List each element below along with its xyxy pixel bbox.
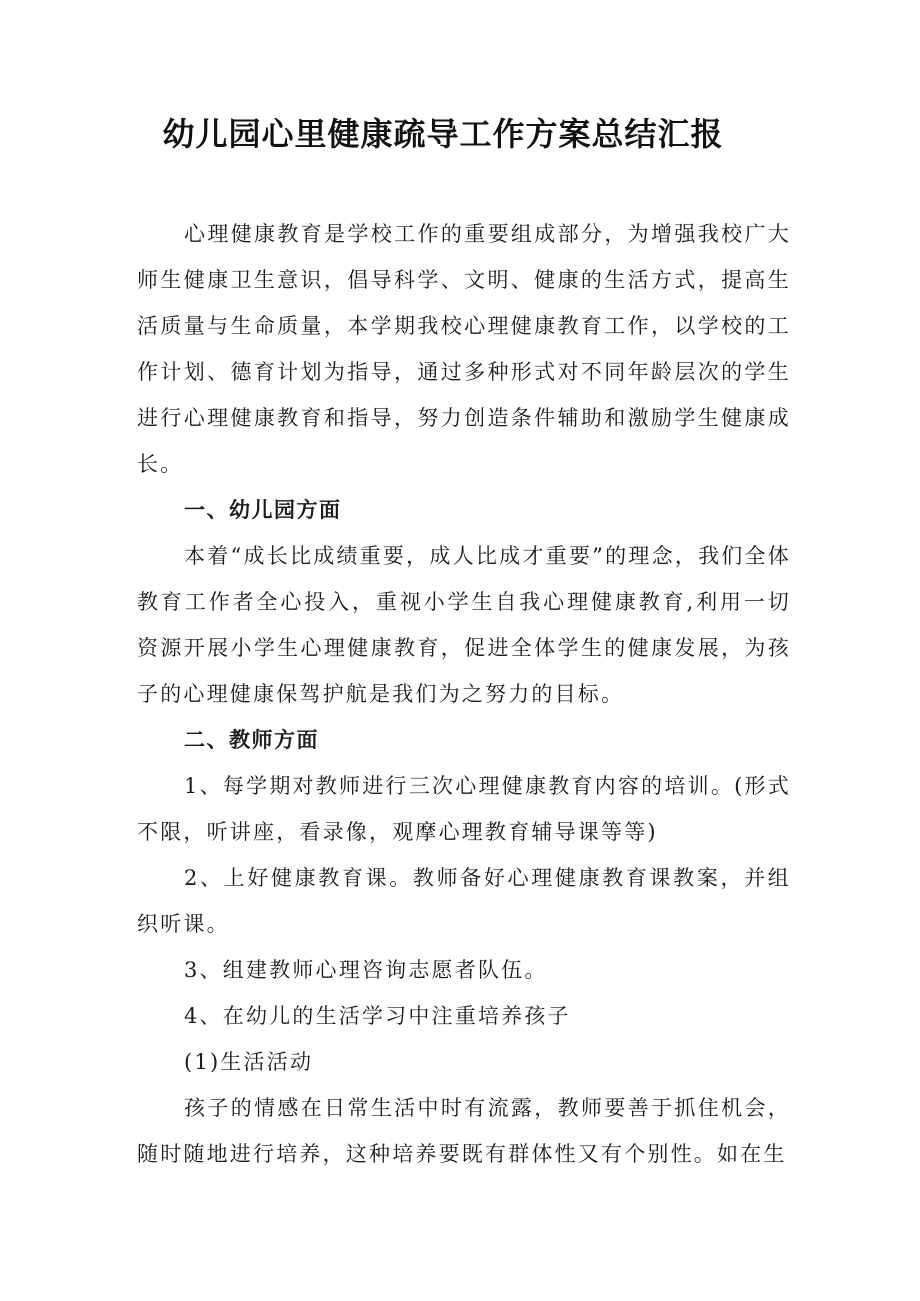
section-heading-kindergarten: 一、幼儿园方面: [184, 498, 342, 522]
teacher-item-4: 4、在幼儿的生活学习中注重培养孩子: [184, 1004, 571, 1028]
teacher-item-2: 2、上好健康教育课。教师备好心理健康教育课教案，并组织听课。: [137, 866, 791, 936]
section-heading-teachers: 二、教师方面: [184, 728, 319, 752]
kindergarten-paragraph: 本着“成长比成绩重要，成人比成才重要”的理念，我们全体教育工作者全心投入，重视小学生自我心理健康教育,利用一切资源开展小学生心理健康教育，促进全体学生的健康发展，为孩子的心理健康保驾护航是我们为之努力的目标。: [137, 544, 791, 706]
intro-paragraph: 心理健康教育是学校工作的重要组成部分，为增强我校广大师生健康卫生意识，倡导科学、文明、健康的生活方式，提高生活质量与生命质量，本学期我校心理健康教育工作，以学校的工作计划、德育计划为指导，通过多种形式对不同年龄层次的学生进行心理健康教育和指导，努力创造条件辅助和激励学生健康成长。: [137, 222, 791, 476]
sub-item-life-activity: (1)生活活动: [184, 1050, 314, 1074]
teacher-item-1: 1、每学期对教师进行三次心理健康教育内容的培训。(形式不限，听讲座，看录像，观摩心理教育辅导课等等): [137, 774, 791, 844]
document-title: 幼儿园心里健康疏导工作方案总结汇报: [162, 115, 724, 153]
document-body: [137, 211, 791, 1177]
life-activity-paragraph: 孩子的情感在日常生活中时有流露，教师要善于抓住机会，随时随地进行培养，这种培养要既有群体性又有个别性。如在生: [137, 1096, 791, 1166]
teacher-item-3: 3、组建教师心理咨询志愿者队伍。: [184, 958, 548, 982]
